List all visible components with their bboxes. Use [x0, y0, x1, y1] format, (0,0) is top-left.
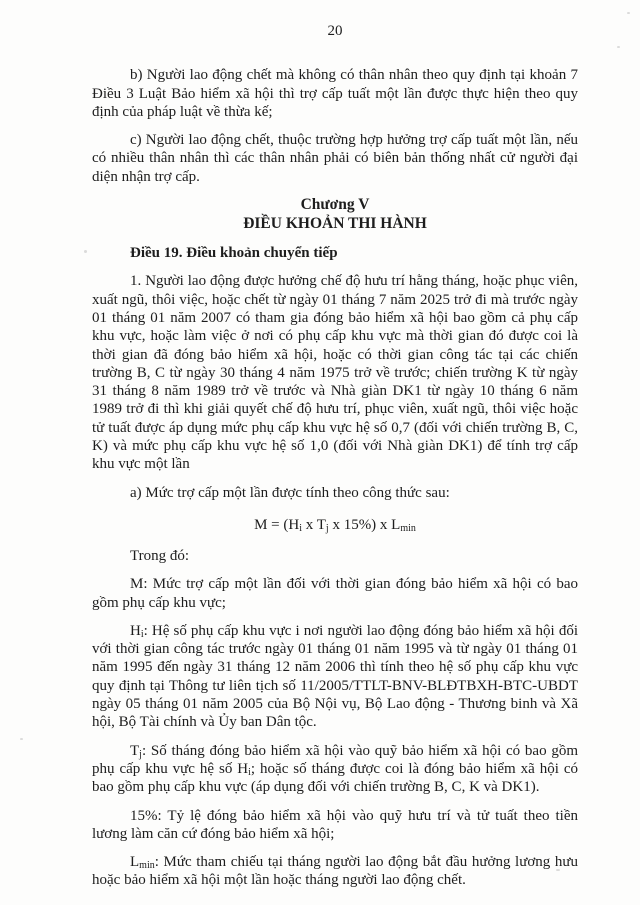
- scan-speck: [627, 12, 630, 14]
- paragraph-a: a) Mức trợ cấp một lần được tính theo công thức sau:: [130, 484, 450, 501]
- scan-speck: [556, 869, 560, 871]
- scan-speck: [20, 738, 23, 740]
- page-number: 20: [327, 23, 343, 39]
- paragraph-b: b) Người lao động chết mà không có thân nhân theo quy định tại khoản 7 Điều 3 Luật Bảo hiểm xã hội thì trợ cấp tuất một lần được thực hiện theo quy định của pháp luật về thừa kế;: [92, 67, 578, 120]
- formula-part: x T: [302, 516, 326, 533]
- paragraph-1: 1. Người lao động được hưởng chế độ hưu trí hằng tháng, hoặc phục viên, xuất ngũ, thôi việc, hoặc chết từ ngày 01 tháng 7 năm 2025 trở đi mà trước ngày 01 tháng 01 năm 2007 có tham gia đóng bảo hiểm xã hội bao gồm cả phụ cấp khu vực, hoặc làm việc ở nơi có phụ cấp khu vực mà thời gian đó được coi là thời gian đã đóng bảo hiểm xã hội, hoặc có thời gian công tác tại các chiến trường B, C từ ngày 30 tháng 4 năm 1975 trở về trước; chiến trường K từ ngày 31 tháng 8 năm 1989 trở về trước và Nhà giàn DK1 từ ngày 10 tháng 6 năm 1989 trở đi thì khi giải quyết chế độ hưu trí, phục viên, xuất ngũ, thôi việc hoặc tử tuất được áp dụng mức phụ cấp khu vực hệ số 0,7 (đối với chiến trường B, C, K) và mức phụ cấp khu vực hệ số 1,0 (đối với Nhà giàn DK1) để tính trợ cấp khu vực một lần: [92, 273, 578, 473]
- definition-lmin: [92, 853, 578, 890]
- chapter-label: Chương V: [300, 196, 370, 214]
- article-19-heading: Điều 19. Điều khoản chuyển tiếp: [130, 245, 338, 262]
- formula: [92, 515, 578, 535]
- definition-tj-text-2: ; hoặc số tháng được coi là đóng bảo hiểm xã hội có bao gồm phụ cấp khu vực (áp dụng đối với chiến trường B, C, K và DK1).: [92, 760, 578, 796]
- paragraph-c: c) Người lao động chết, thuộc trường hợp hưởng trợ cấp tuất một lần, nếu có nhiều thân nhân thì các thân nhân phải có biên bản thống nhất cử người đại diện nhận trợ cấp.: [92, 132, 578, 185]
- formula-part: M = (H: [254, 516, 300, 533]
- formula-subscript-min: min: [400, 522, 416, 534]
- formula-intro: Trong đó:: [130, 547, 190, 564]
- definition-tj-text-1: : Số tháng đóng bảo hiểm xã hội vào quỹ bảo hiểm xã hội có bao gồm phụ cấp khu vực hệ số H: [92, 742, 578, 777]
- chapter-title: ĐIỀU KHOẢN THI HÀNH: [243, 214, 427, 232]
- term-lmin: L: [130, 854, 140, 871]
- term-hi: H: [130, 622, 141, 639]
- formula-subscript-i: i: [299, 522, 302, 534]
- inline-hi-subscript: i: [248, 766, 251, 778]
- chapter-heading: [92, 196, 578, 233]
- definition-hi-text: : Hệ số phụ cấp khu vực i nơi người lao động đóng bảo hiểm xã hội đối với thời gian công tác trước ngày 01 tháng 01 năm 1995 và từ ngày 01 tháng 01 năm 1995 đến ngày 31 tháng 12 năm 2006 thì tính theo hệ số phụ cấp khu vực quy định tại Thông tư liên tịch số 11/2005/TTLT-BNV-BLĐTBXH-BTC-UBDT ngày 05 tháng 01 năm 2005 của Bộ Nội vụ, Bộ Lao động - Thương binh và Xã hội, Bộ Tài chính và Ủy ban Dân tộc.: [92, 622, 578, 731]
- definition-m: M: Mức trợ cấp một lần đối với thời gian đóng bảo hiểm xã hội có bao gồm phụ cấp khu vực;: [92, 576, 578, 611]
- definition-tj: [92, 742, 578, 797]
- term-hi-subscript: i: [140, 628, 144, 640]
- term-lmin-subscript: min: [139, 860, 155, 872]
- definition-hi: [92, 622, 578, 732]
- scan-speck: [617, 46, 620, 48]
- formula-subscript-j: j: [325, 522, 329, 534]
- term-tj-subscript: j: [139, 748, 142, 760]
- definition-lmin-text: : Mức tham chiếu tại tháng người lao động bắt đầu hưởng lương hưu hoặc bảo hiểm xã hội một lần hoặc tháng người lao động chết.: [92, 854, 578, 889]
- definition-15pct: 15%: Tỷ lệ đóng bảo hiểm xã hội vào quỹ hưu trí và tử tuất theo tiền lương làm căn cứ đóng bảo hiểm xã hội;: [92, 807, 578, 842]
- formula-part: x 15%) x L: [328, 516, 401, 533]
- term-tj: T: [130, 742, 140, 759]
- scan-speck: [84, 250, 87, 253]
